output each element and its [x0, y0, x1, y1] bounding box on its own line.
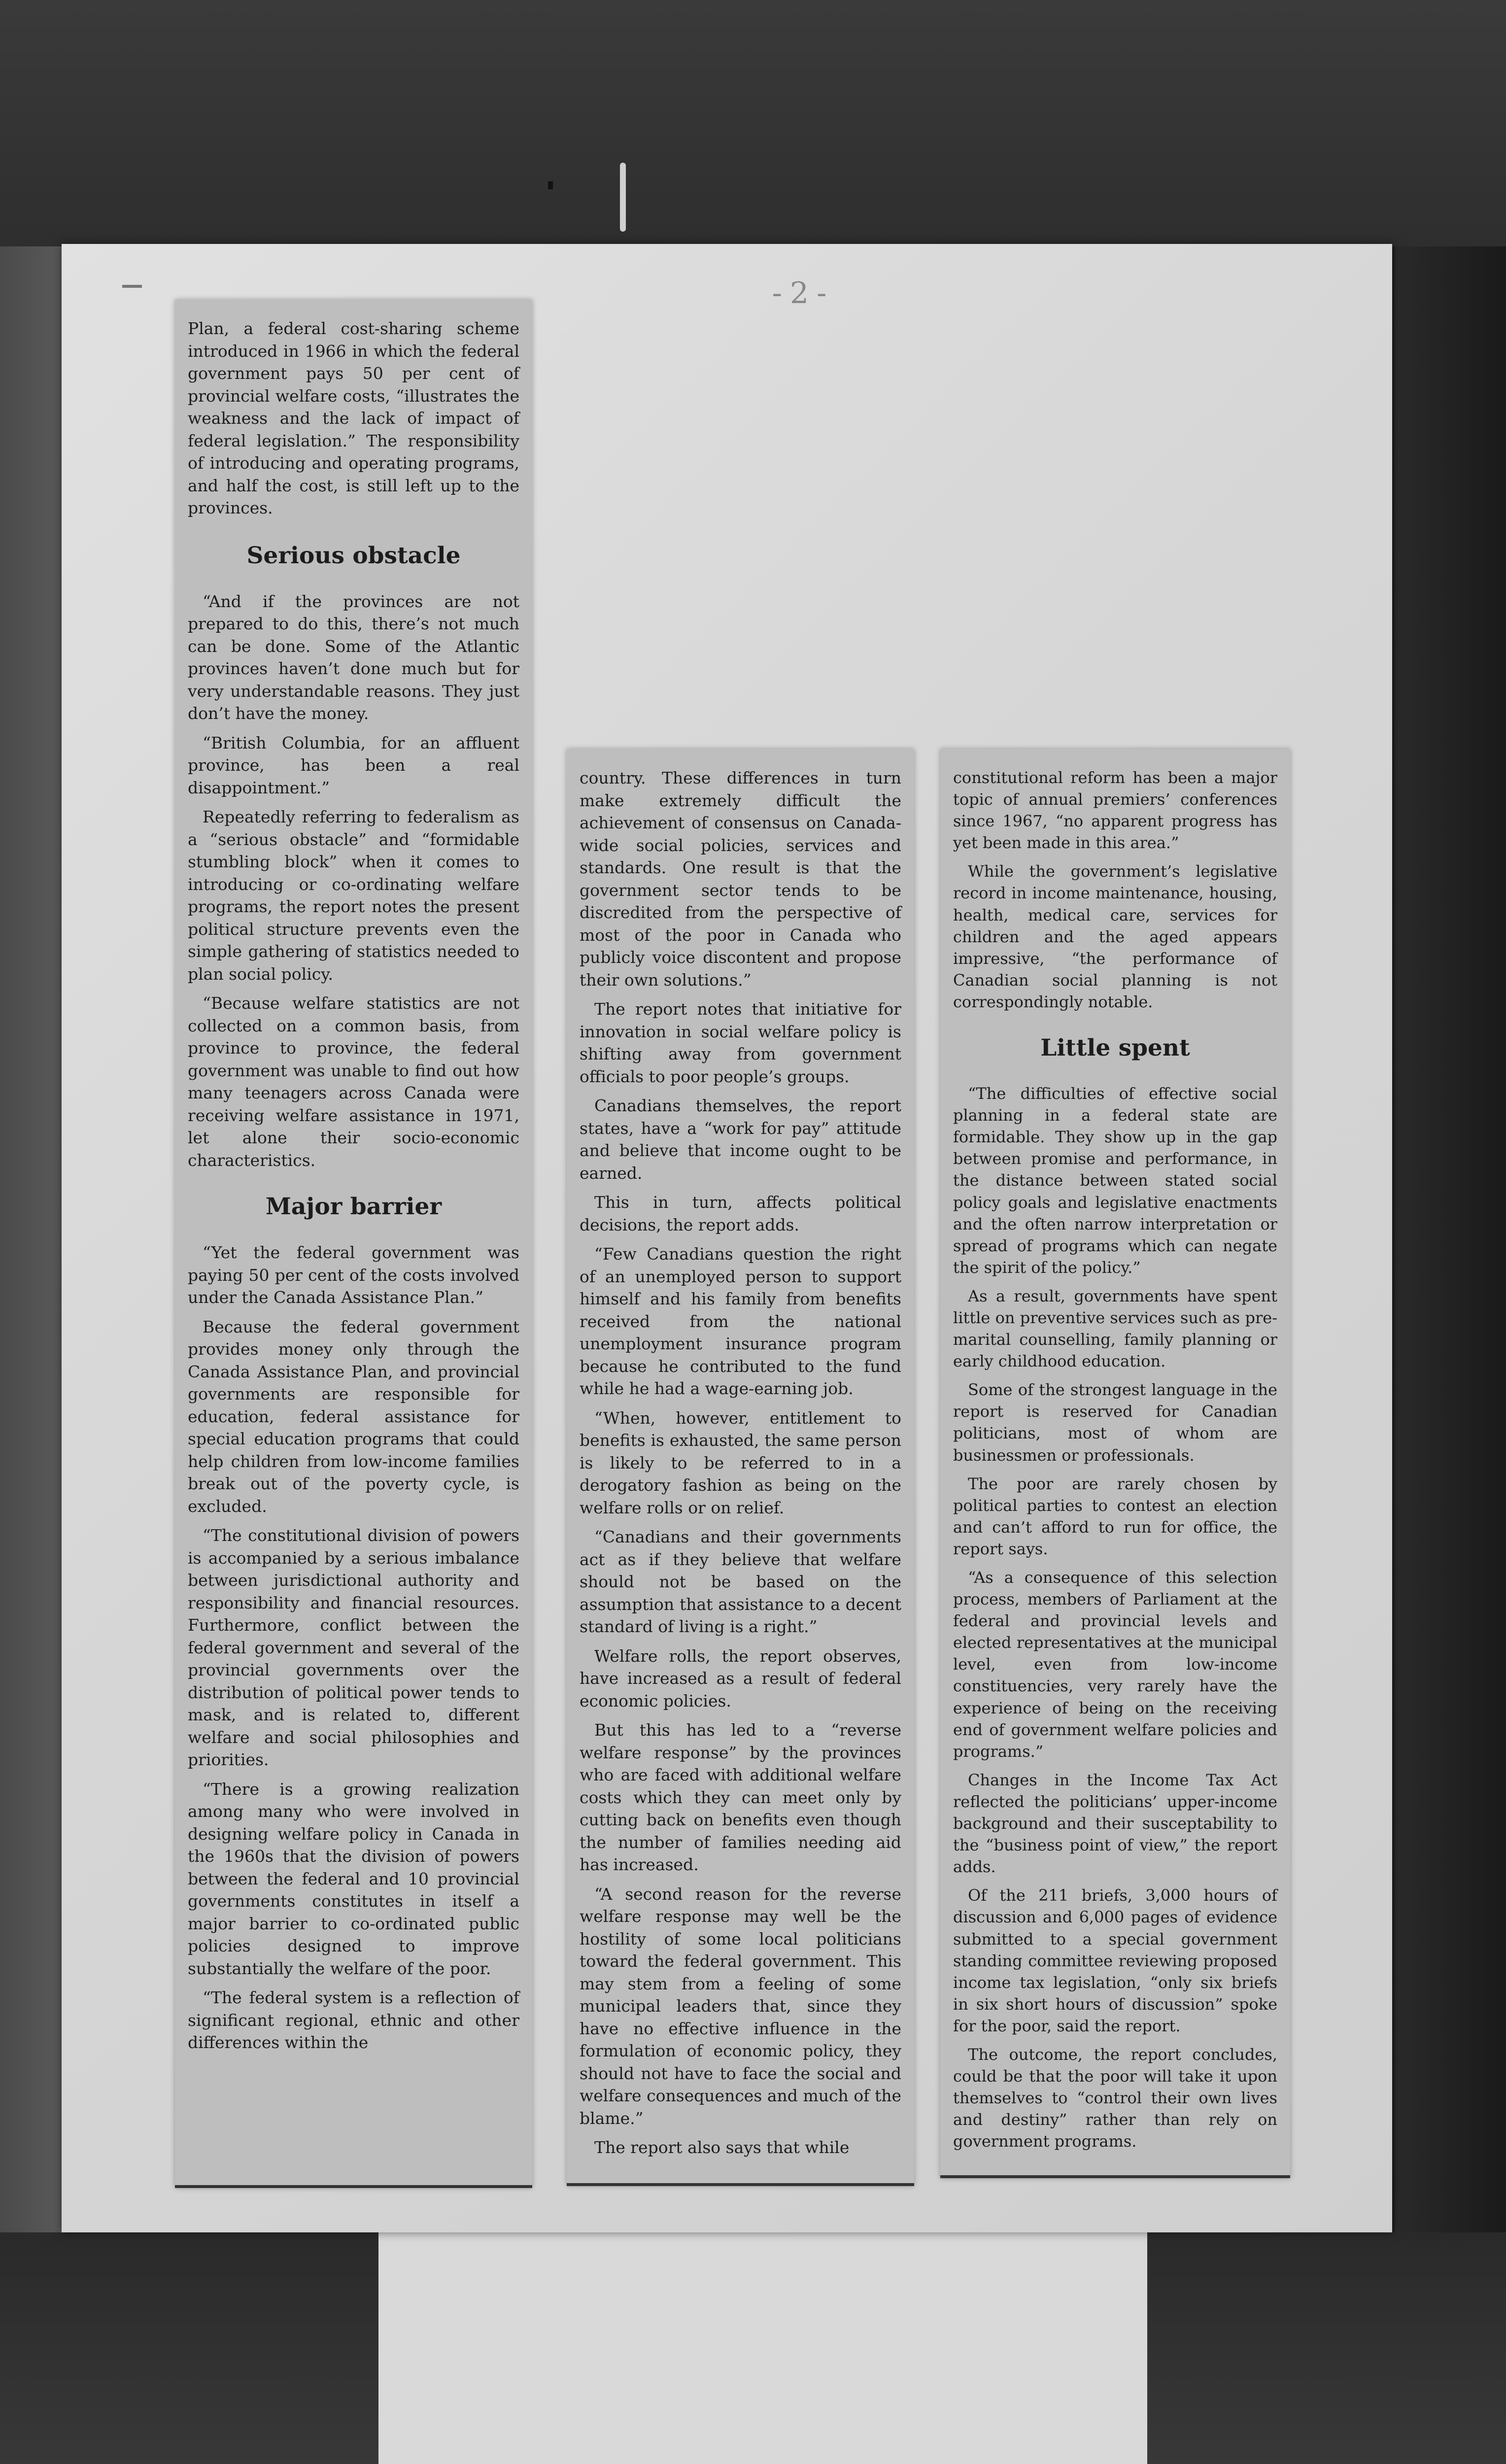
- article-paragraph: Because the federal government provides money only through the Canada Assistance Plan, and provincial governments are responsible for education, federal assistance for special education programs that could help children from low-income families break out of the poverty cycle, is excluded.: [188, 1317, 519, 1516]
- article-paragraph: “There is a growing realization among many who were involved in designing welfare policy in Canada in the 1960s that the division of powers between the federal and 10 provincial governments constitutes in itself a major barrier to co-ordinated public policies designed to improve substantially the welfare of the poor.: [188, 1779, 519, 1978]
- article-paragraph: This in turn, affects political decisions, the report adds.: [580, 1193, 901, 1234]
- article-paragraph: “The difficulties of effective social planning in a federal state are formidable. They show up in the gap between promise and performance, in the distance between stated social policy goals and legislative enactments and the often narrow interpretation or spread of programs which can negate the spirit of the policy.”: [953, 1084, 1277, 1277]
- article-paragraph: Some of the strongest language in the report is reserved for Canadian politicians, most of whom are businessmen or professionals.: [953, 1380, 1277, 1465]
- article-paragraph: Repeatedly referring to federalism as a “serious obstacle” and “formidable stumbling block” when it comes to introducing or co-ordinating welfare programs, the report notes the present political structure prevents even the simple gathering of statistics needed to plan social policy.: [188, 807, 519, 984]
- article-paragraph: “A second reason for the reverse welfare response may well be the hostility of some local politicians toward the federal government. This may stem from a feeling of some municipal leaders that, since they have no effective influence in the formulation of economic policy, they should not have to face the social and welfare consequences and much of the blame.”: [580, 1884, 901, 2128]
- article-paragraph: While the government’s legislative record in income maintenance, housing, health, medical care, services for children and the aged appears impressive, “the performance of Canadian social planning is not correspondingly notable.: [953, 862, 1277, 1011]
- article-paragraph: The poor are rarely chosen by political parties to contest an election and can’t afford to run for office, the report says.: [953, 1474, 1277, 1558]
- article-paragraph: “As a consequence of this selection process, members of Parliament at the federal and provincial levels and elected representatives at the municipal level, even from low-income constituencies, very rarely have the experience of being on the receiving end of government welfare policies and programs.”: [953, 1568, 1277, 1761]
- clipping-column-1: [175, 300, 532, 2188]
- subheading-little-spent: Little spent: [1040, 1034, 1190, 1062]
- article-paragraph: As a result, governments have spent little on preventive services such as pre-marital counselling, family planning or early childhood education.: [953, 1286, 1277, 1371]
- page-number: -2-: [772, 276, 835, 310]
- clipping-column-3: [940, 749, 1290, 2178]
- article-paragraph: constitutional reform has been a major topic of annual premiers’ conferences since 1967, “no apparent progress has yet been made in this area.”: [953, 768, 1277, 853]
- article-paragraph: “The constitutional division of powers is accompanied by a serious imbalance between jurisdictional authority and responsibility and financial resources. Furthermore, conflict between the federal government and several of the provincial governments over the distribution of political power tends to mask, and is related to, different welfare and social philosophies and priorities.: [188, 1526, 519, 1769]
- article-paragraph: Canadians themselves, the report states, have a “work for pay” attitude and believe that income ought to be earned.: [580, 1096, 901, 1183]
- background-right: [1395, 246, 1506, 2464]
- article-paragraph: country. These differences in turn make extremely difficult the achievement of consensus on Canada-wide social policies, services and standards. One result is that the government sector tends to be discredited from the perspective of most of the poor in Canada who publicly voice discontent and propose their own solutions.”: [580, 768, 901, 990]
- article-paragraph: “When, however, entitlement to benefits is exhausted, the same person is likely to be referred to in a derogatory fashion as being on the welfare rolls or on relief.: [580, 1408, 901, 1517]
- background-left: [0, 246, 64, 2464]
- underlying-card: [378, 2231, 1147, 2464]
- article-paragraph: “Few Canadians question the right of an unemployed person to support himself and his family from benefits received from the national unemployment insurance program because he contributed to the fund while he had a wage-earning job.: [580, 1244, 901, 1398]
- article-paragraph: “British Columbia, for an affluent province, has been a real disappointment.”: [188, 733, 519, 797]
- article-paragraph: The outcome, the report concludes, could be that the poor will take it upon themselves to “control their own lives and destiny” rather than rely on government programs.: [953, 2045, 1277, 2151]
- article-paragraph: “Yet the federal government was paying 50 per cent of the costs involved under the Canada Assistance Plan.”: [188, 1243, 519, 1307]
- article-paragraph: Plan, a federal cost-sharing scheme introduced in 1966 in which the federal government pays 50 per cent of provincial welfare costs, “illustrates the weakness and the lack of impact of federal legislation.” The responsibility of introducing and operating programs, and half the cost, is still left up to the provinces.: [188, 319, 519, 517]
- article-paragraph: Welfare rolls, the report observes, have increased as a result of federal economic policies.: [580, 1646, 901, 1711]
- dust-speck: [548, 181, 553, 189]
- staple-mark: [620, 163, 626, 232]
- article-paragraph: Of the 211 briefs, 3,000 hours of discussion and 6,000 pages of evidence submitted to a special government standing committee reviewing proposed income tax legislation, “only six briefs in six short hours of discussion” spoke for the poor, said the report.: [953, 1886, 1277, 2035]
- article-paragraph: “Because welfare statistics are not collected on a common basis, from province to province, the federal government was unable to find out how many teenagers across Canada were receiving welfare assistance in 1971, let alone their socio-economic characteristics.: [188, 993, 519, 1170]
- article-paragraph: The report notes that initiative for innovation in social welfare policy is shifting away from government officials to poor people’s groups.: [580, 999, 901, 1086]
- article-paragraph: But this has led to a “reverse welfare response” by the provinces who are faced with additional welfare costs which they can meet only by cutting back on benefits even though the number of families needing aid has increased.: [580, 1720, 901, 1874]
- background-top: [0, 0, 1506, 246]
- article-paragraph: Changes in the Income Tax Act reflected the politicians’ upper-income background and their susceptability to the “business point of view,” the report adds.: [953, 1770, 1277, 1877]
- article-paragraph: The report also says that while: [594, 2138, 850, 2157]
- clipping-column-2: [567, 749, 914, 2186]
- article-paragraph: “Canadians and their governments act as if they believe that welfare should not be based on the assumption that assistance to a decent standard of living is a right.”: [580, 1527, 901, 1636]
- margin-mark: [122, 285, 142, 288]
- article-paragraph: “And if the provinces are not prepared to do this, there’s not much can be done. Some of the Atlantic provinces haven’t done much but for very understandable reasons. They just don’t have the money.: [188, 591, 519, 723]
- subheading-major-barrier: Major barrier: [265, 1193, 442, 1220]
- article-paragraph: “The federal system is a reflection of significant regional, ethnic and other differences within the: [188, 1988, 519, 2052]
- subheading-serious-obstacle: Serious obstacle: [246, 542, 461, 569]
